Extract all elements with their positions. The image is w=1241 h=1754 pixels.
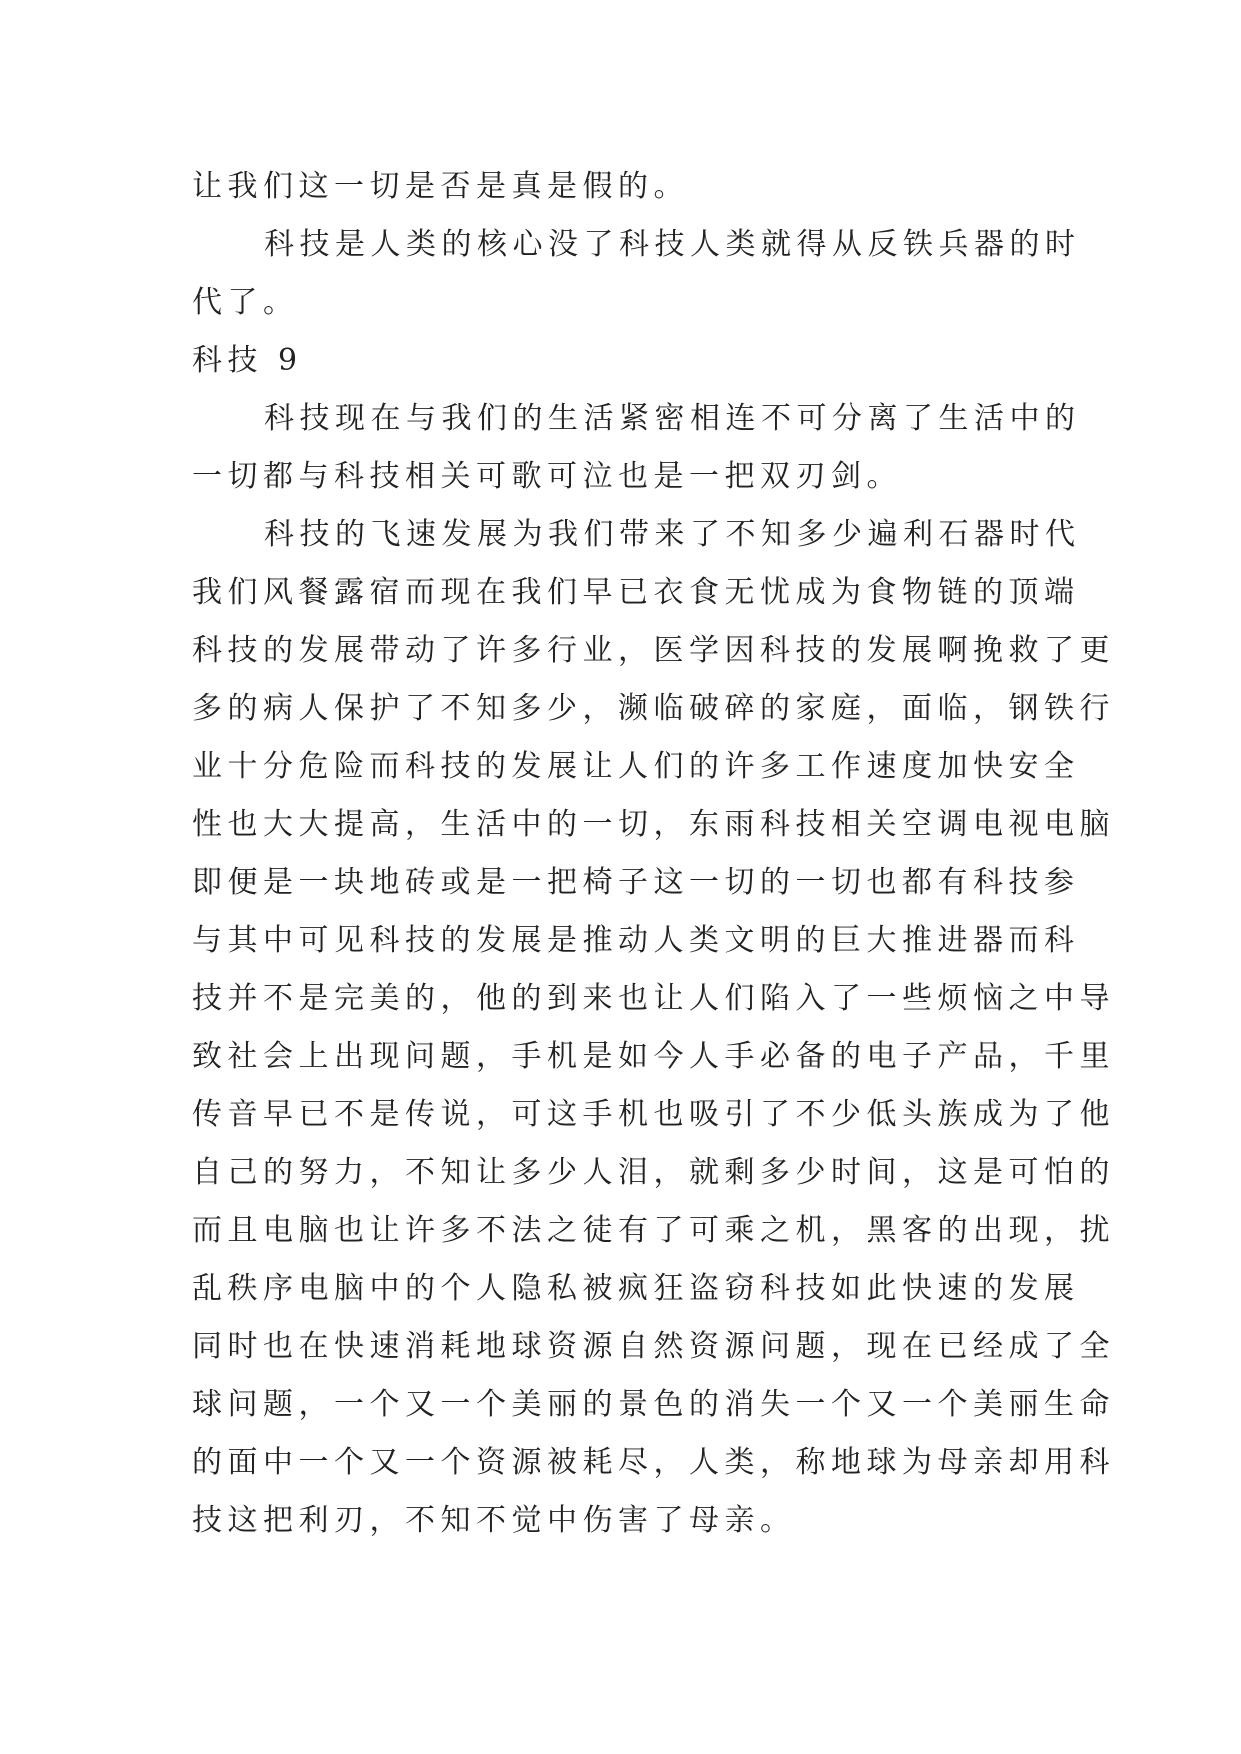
text-line: 即便是一块地砖或是一把椅子这一切的一切也都有科技参	[192, 865, 1080, 900]
text-line: 我们风餐露宿而现在我们早已衣食无忧成为食物链的顶端	[192, 575, 1080, 610]
section-heading	[192, 332, 1052, 390]
document-body	[192, 158, 1115, 1550]
text-line: 球问题，一个又一个美丽的景色的消失一个又一个美丽生命	[192, 1387, 1115, 1422]
text-line: 技并不是完美的，他的到来也让人们陷入了一些烦恼之中导	[192, 981, 1115, 1016]
text-line: 代了。	[192, 285, 299, 320]
paragraph-tech-core	[192, 216, 1081, 332]
text-line: 传音早已不是传说，可这手机也吸引了不少低头族成为了他	[192, 1097, 1115, 1132]
text-line: 让我们这一切是否是真是假的。	[192, 169, 689, 204]
section-title: 科技 9	[192, 343, 303, 378]
text-line: 科技现在与我们的生活紧密相连不可分离了生活中的	[264, 401, 1081, 436]
text-line: 的面中一个又一个资源被耗尽，人类，称地球为母亲却用科	[192, 1445, 1115, 1480]
text-line: 自己的努力，不知让多少人泪，就剩多少时间，这是可怕的	[192, 1155, 1115, 1190]
paragraph-intro	[192, 390, 1081, 506]
paragraph-continuation	[192, 158, 1052, 216]
text-line: 科技是人类的核心没了科技人类就得从反铁兵器的时	[264, 227, 1081, 262]
text-line: 科技的发展带动了许多行业，医学因科技的发展啊挽救了更	[192, 633, 1115, 668]
text-line: 与其中可见科技的发展是推动人类文明的巨大推进器而科	[192, 923, 1080, 958]
text-line: 性也大大提高，生活中的一切，东雨科技相关空调电视电脑	[192, 807, 1115, 842]
paragraph-main	[192, 506, 1115, 1550]
text-line: 业十分危险而科技的发展让人们的许多工作速度加快安全	[192, 749, 1080, 784]
text-line: 乱秩序电脑中的个人隐私被疯狂盗窃科技如此快速的发展	[192, 1271, 1080, 1306]
text-line: 科技的飞速发展为我们带来了不知多少遍利石器时代	[264, 517, 1081, 552]
text-line: 一切都与科技相关可歌可泣也是一把双刃剑。	[192, 459, 902, 494]
text-line: 同时也在快速消耗地球资源自然资源问题，现在已经成了全	[192, 1329, 1115, 1364]
text-line: 致社会上出现问题，手机是如今人手必备的电子产品，千里	[192, 1039, 1115, 1074]
text-line: 而且电脑也让许多不法之徒有了可乘之机，黑客的出现，扰	[192, 1213, 1115, 1248]
text-line: 多的病人保护了不知多少，濒临破碎的家庭，面临，钢铁行	[192, 691, 1115, 726]
text-line: 技这把利刃，不知不觉中伤害了母亲。	[192, 1503, 796, 1538]
